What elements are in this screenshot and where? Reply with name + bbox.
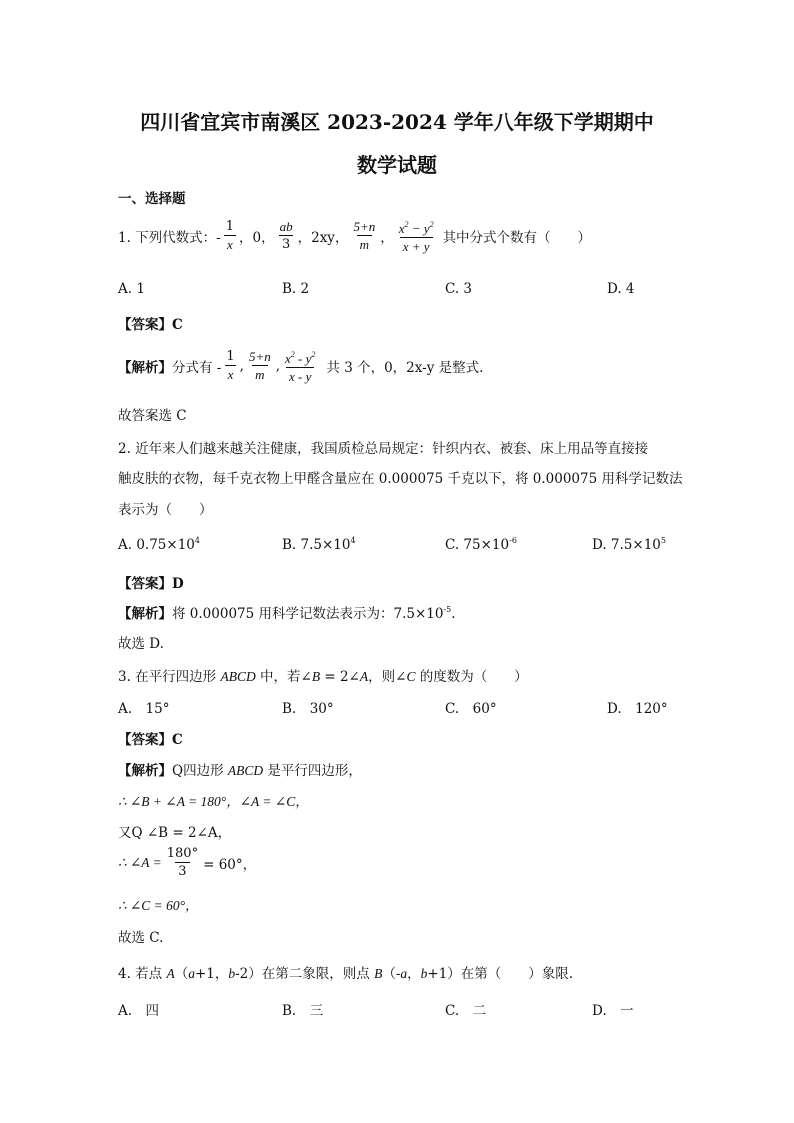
q3-option-b: B. 30°	[282, 701, 334, 717]
q1-fraction-4: $\frac{x^2 - y^2}{x + y}$	[398, 220, 434, 254]
q2-line-3: 表示为（ ）	[118, 502, 213, 518]
q4-option-d: D. 一	[592, 1003, 634, 1019]
q2-line-2: 触皮肤的衣物，每千克衣物上甲醛含量应在 0.000075 千克以下，将 0.000075 用科学记数法	[118, 471, 683, 487]
section-heading: 一、选择题	[118, 191, 186, 207]
q3-option-d: D. 120°	[607, 701, 668, 717]
q3-answer: 【答案】C	[118, 732, 183, 748]
q3-option-c: C. 60°	[445, 701, 497, 717]
q3-conclusion: 故选 C.	[118, 930, 164, 946]
q1-answer: 【答案】C	[118, 317, 183, 333]
question-3: 3. 在平行四边形 ABCD 中，若∠B = 2∠A，则∠C 的度数为（ ）	[118, 669, 528, 685]
q1-analysis: 【解析】 分式有 - $\frac{1}{x}$ , $\frac{5+n}{m}$ , $\frac{x^2 - y^2}{x - y}$ 共 3 个，0，2x-y 是整式.	[118, 349, 484, 384]
q4-option-b: B. 三	[282, 1003, 324, 1019]
q3-option-a: A. 15°	[118, 701, 170, 717]
q1-option-d: D. 4	[607, 281, 635, 297]
q1-fraction-2: $\frac{ab}{3}$	[279, 219, 293, 252]
q1-option-b: B. 2	[282, 281, 310, 297]
q2-line-1: 2. 近年来人们越来越关注健康，我国质检总局规定：针织内衣、被套、床上用品等直接接	[118, 441, 649, 457]
q1-prefix: 1. 下列代数式：-	[118, 229, 221, 246]
q4-option-a: A. 四	[118, 1003, 160, 1019]
q1-conclusion: 故答案选 C	[118, 408, 187, 424]
q2-analysis: 【解析】将 0.000075 用科学记数法表示为：$7.5\times 10^{-5}$.	[118, 605, 456, 622]
q3-analysis-2: ∴ ∠B + ∠A = 180°，∠A = ∠C，	[118, 794, 309, 809]
q1-option-c: C. 3	[445, 281, 473, 297]
q3-analysis-5: ∴ ∠C = 60°，	[118, 898, 199, 913]
question-1: 1. 下列代数式：- $\frac{1}{x}$ ，0， $\frac{ab}{3}$ ，2xy， $\frac{5+n}{m}$ ， $\frac{x^2 - y^2}{x + y}$ 其中分式个数有（ ）	[118, 219, 592, 254]
question-4: 4. 若点 A（a+1，b-2）在第二象限，则点 B（-a，b+1）在第（ ）象限.	[118, 966, 574, 982]
q3-analysis-4: ∴ ∠A = $\frac{180^\circ}{3}$ = 60°，	[118, 846, 257, 879]
page-title: 四川省宜宾市南溪区 2023-2024 学年八年级下学期期中	[140, 110, 654, 134]
q3-analysis-3: 又Q ∠B = 2∠A，	[118, 825, 232, 841]
q2-option-a: A. $0.75\times 10^4$	[118, 536, 200, 553]
q2-conclusion: 故选 D.	[118, 636, 164, 652]
q2-option-d: D. $7.5\times 10^5$	[592, 536, 666, 553]
page-subtitle: 数学试题	[357, 153, 437, 177]
q1-fraction-1: $\frac{1}{x}$	[225, 219, 235, 252]
q2-option-b: B. $7.5\times 10^4$	[282, 536, 356, 553]
q1-fraction-3: $\frac{5+n}{m}$	[353, 219, 376, 252]
q3-fraction: $\frac{180^\circ}{3}$	[166, 846, 199, 879]
q4-option-c: C. 二	[445, 1003, 487, 1019]
q2-option-c: C. $75\times 10^{-6}$	[445, 536, 517, 553]
q2-answer: 【答案】D	[118, 576, 184, 592]
q1-option-a: A. 1	[118, 281, 145, 297]
q3-analysis-1: 【解析】Q四边形 ABCD 是平行四边形，	[118, 763, 362, 779]
